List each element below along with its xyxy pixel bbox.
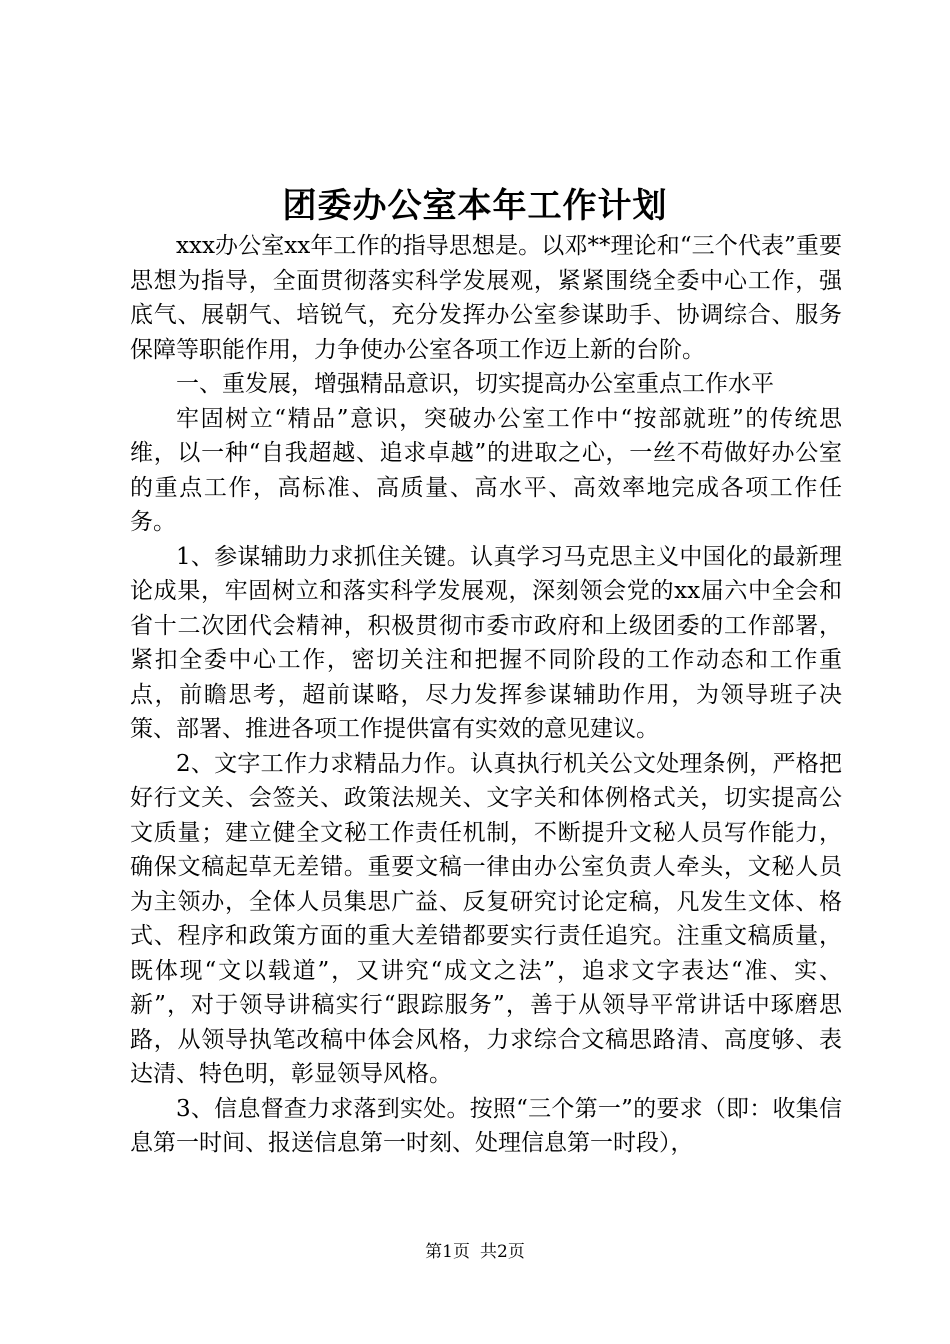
page-total: 共2页 [480,1242,525,1262]
document-title: 团委办公室本年工作计划 [282,186,668,226]
paragraph-quality-awareness: 牢固树立“精品”意识，突破办公室工作中“按部就班”的传统思维，以一种“自我超越、追求卓越”的进取之心，一丝不苟做好办公室的重点工作，高标准、高质量、高水平、高效率地完成各项工作任务。 [130,405,842,535]
paragraph-item-3: 3、信息督查力求落到实处。按照“三个第一”的要求（即：收集信息第一时间、报送信息第一时刻、处理信息第一时段）， [130,1095,842,1156]
paragraph-item-2: 2、文字工作力求精品力作。认真执行机关公文处理条例，严格把好行文关、会签关、政策法规关、文字关和体例格式关，切实提高公文质量；建立健全文秘工作责任机制，不断提升文秘人员写作能力，确保文稿起草无差错。重要文稿一律由办公室负责人牵头，文秘人员为主领办，全体人员集思广益、反复研究讨论定稿，凡发生文体、格式、程序和政策方面的重大差错都要实行责任追究。注重文稿质量，既体现“文以载道”，又讲究“成文之法”，追求文字表达“准、实、新”，对于领导讲稿实行“跟踪服务”，善于从领导平常讲话中琢磨思路，从领导执笔改稿中体会风格，力求综合文稿思路清、高度够、表达清、特色明，彰显领导风格。 [130,750,842,1087]
page-footer [0,1240,950,1264]
page-number: 第1页 [425,1242,470,1262]
paragraph-item-1: 1、参谋辅助力求抓住关键。认真学习马克思主义中国化的最新理论成果，牢固树立和落实科学发展观，深刻领会党的xx届六中全会和省十二次团代会精神，积极贯彻市委市政府和上级团委的工作部署，紧扣全委中心工作，密切关注和把握不同阶段的工作动态和工作重点，前瞻思考，超前谋略，尽力发挥参谋辅助作用，为领导班子决策、部署、推进各项工作提供富有实效的意见建议。 [130,543,842,742]
section-heading-1: 一、重发展，增强精品意识，切实提高办公室重点工作水平 [176,371,774,397]
document-body [130,229,842,1161]
paragraph-guiding-thought: xxx办公室xx年工作的指导思想是。以邓**理论和“三个代表”重要思想为指导，全面贯彻落实科学发展观，紧紧围绕全委中心工作，强底气、展朝气、培锐气，充分发挥办公室参谋助手、协调综合、服务保障等职能作用，力争使办公室各项工作迈上新的台阶。 [130,233,842,363]
